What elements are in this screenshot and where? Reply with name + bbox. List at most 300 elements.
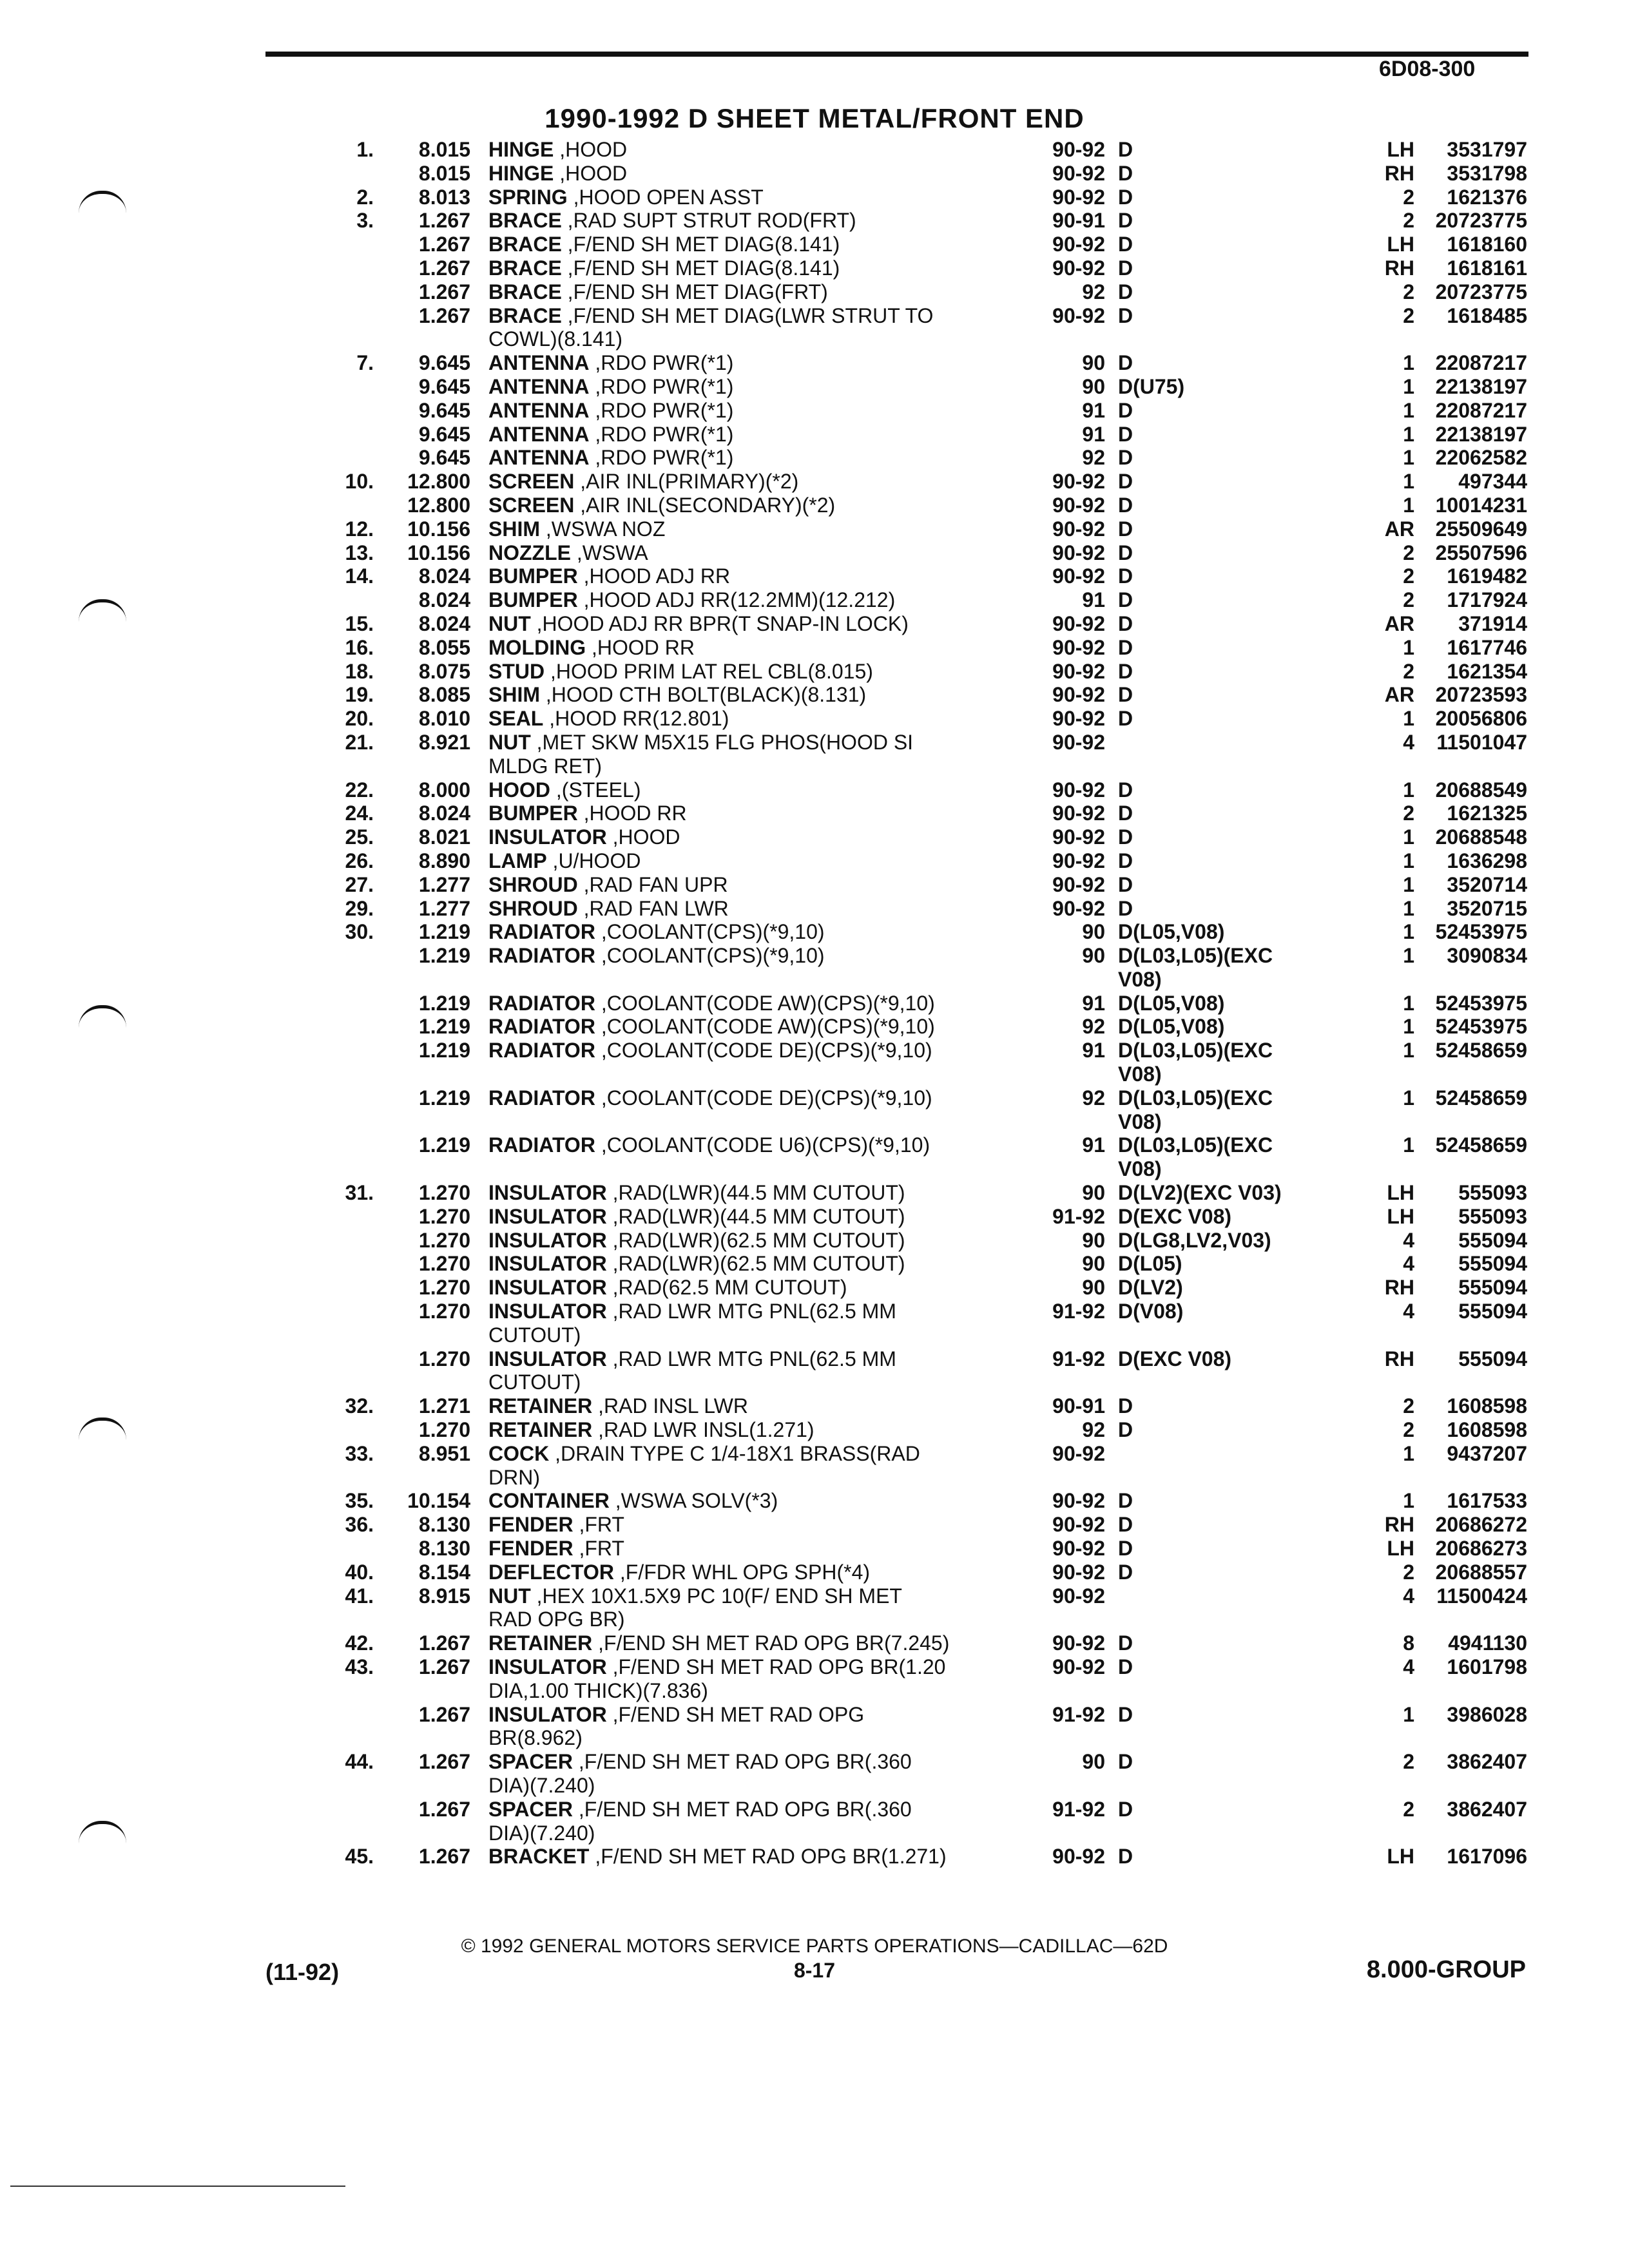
series-code: [1118, 1181, 1350, 1205]
part-detail: ,RAD LWR MTG PNL(62.5 MM CUTOUT): [488, 1300, 896, 1347]
group-number: 1.267: [418, 209, 470, 233]
part-detail: ,F/END SH MET RAD OPG BR(1.20 DIA,1.00 THICK)(7.836): [488, 1655, 946, 1702]
group-number: 8.013: [418, 185, 470, 209]
part-detail: ,F/END SH MET RAD OPG BR(7.245): [592, 1631, 950, 1655]
part-description: [488, 588, 1010, 612]
series-code: [1118, 162, 1350, 186]
group-number: 9.645: [418, 446, 470, 470]
series-code: [1118, 256, 1350, 280]
quantity: 8: [1403, 1631, 1414, 1655]
model-years: 90: [1082, 1750, 1105, 1774]
model-years: 90-92: [1052, 1584, 1105, 1608]
group-number: 9.645: [418, 351, 470, 375]
group-number: 12.800: [407, 470, 470, 494]
group-number: 1.267: [418, 256, 470, 280]
series-text: D(EXC V08): [1118, 1204, 1232, 1228]
part-detail: ,COOLANT(CPS)(*9,10): [595, 944, 825, 968]
table-row: [0, 209, 1629, 233]
series-code: [1118, 138, 1350, 162]
series-code: [1118, 707, 1350, 731]
item-number: 12.: [345, 517, 374, 541]
series-code: [1118, 517, 1350, 541]
item-number: 30.: [345, 920, 374, 944]
part-name: SCREEN: [488, 470, 575, 494]
part-description: [488, 494, 1010, 517]
quantity: 1: [1403, 778, 1414, 802]
table-row: [0, 304, 1629, 352]
table-row: [0, 233, 1629, 256]
part-detail: ,HOOD PRIM LAT REL CBL(8.015): [545, 659, 873, 683]
model-years: 91: [1082, 1133, 1105, 1157]
part-name: FENDER: [488, 1537, 574, 1561]
part-number: 1717924: [1447, 588, 1527, 612]
part-description: [488, 1252, 1010, 1276]
model-years: 90-92: [1052, 185, 1105, 209]
table-row: [0, 1845, 1629, 1869]
part-name: NUT: [488, 730, 531, 754]
part-name: INSULATOR: [488, 1228, 607, 1252]
part-description: [488, 138, 1010, 162]
part-number: 52453975: [1435, 1015, 1527, 1039]
model-years: 90-92: [1052, 138, 1105, 161]
part-name: SCREEN: [488, 493, 575, 517]
quantity: 2: [1403, 1797, 1414, 1821]
part-description: [488, 683, 1010, 707]
quantity: 1: [1403, 398, 1414, 422]
part-detail: ,COOLANT(CODE DE)(CPS)(*9,10): [595, 1086, 932, 1110]
group-number: 8.154: [418, 1560, 470, 1584]
table-row: [0, 423, 1629, 447]
series-code: [1118, 1631, 1350, 1655]
part-description: [488, 731, 1010, 778]
part-detail: ,RAD(LWR)(62.5 MM CUTOUT): [606, 1228, 905, 1252]
part-description: [488, 1631, 1010, 1655]
series-code: [1118, 304, 1350, 328]
series-text: D: [1118, 1489, 1133, 1513]
model-years: 90: [1082, 351, 1105, 375]
table-row: [0, 1513, 1629, 1537]
part-name: BRACE: [488, 233, 562, 256]
part-name: RETAINER: [488, 1418, 593, 1442]
part-name: ANTENNA: [488, 446, 590, 470]
table-row: [0, 683, 1629, 707]
quantity: 1: [1403, 635, 1414, 659]
series-code: [1118, 1300, 1350, 1323]
item-number: 36.: [345, 1513, 374, 1537]
quantity: 2: [1403, 659, 1414, 683]
part-description: [488, 470, 1010, 494]
series-text: D: [1118, 1845, 1133, 1869]
group-number: 1.267: [418, 1845, 470, 1869]
part-detail: ,RAD(62.5 MM CUTOUT): [606, 1276, 847, 1300]
part-name: SHIM: [488, 683, 540, 707]
item-number: 24.: [345, 802, 374, 825]
item-number: 27.: [345, 872, 374, 896]
part-name: SHROUD: [488, 872, 578, 896]
part-description: [488, 1133, 1010, 1157]
item-number: 19.: [345, 683, 374, 707]
series-code: [1118, 1418, 1350, 1442]
series-text: D(L05): [1118, 1252, 1182, 1276]
quantity: LH: [1387, 233, 1414, 256]
quantity: 4: [1403, 1252, 1414, 1276]
series-text: D: [1118, 541, 1133, 564]
quantity: RH: [1384, 1347, 1414, 1370]
part-name: STUD: [488, 659, 545, 683]
item-number: 15.: [345, 611, 374, 635]
part-number: 555094: [1458, 1300, 1527, 1323]
model-years: 90-92: [1052, 730, 1105, 754]
model-years: 90-92: [1052, 872, 1105, 896]
part-number: 22087217: [1435, 351, 1527, 375]
series-text: D: [1118, 872, 1133, 896]
model-years: 90: [1082, 944, 1105, 968]
part-description: [488, 233, 1010, 256]
part-detail: ,COOLANT(CODE AW)(CPS)(*9,10): [595, 991, 935, 1015]
part-description: [488, 1300, 1010, 1347]
series-text: D: [1118, 446, 1133, 470]
model-years: 90: [1082, 920, 1105, 944]
group-number: 8.000: [418, 778, 470, 802]
part-detail: ,MET SKW M5X15 FLG PHOS(HOOD SI MLDG RET): [488, 730, 914, 778]
series-code: [1118, 1347, 1350, 1371]
model-years: 90-92: [1052, 303, 1105, 327]
item-number: 10.: [345, 470, 374, 494]
part-name: INSULATOR: [488, 1252, 607, 1276]
part-description: [488, 1584, 1010, 1632]
part-detail: ,F/END SH MET RAD OPG BR(1.271): [589, 1845, 947, 1869]
group-number: 1.219: [418, 944, 470, 968]
quantity: 2: [1403, 303, 1414, 327]
part-number: 1617533: [1447, 1489, 1527, 1513]
group-number: 8.890: [418, 849, 470, 872]
quantity: 2: [1403, 185, 1414, 209]
series-code: [1118, 1133, 1350, 1181]
part-description: [488, 1086, 1010, 1110]
part-name: HOOD: [488, 778, 550, 802]
part-detail: ,WSWA: [570, 541, 647, 564]
table-row: [0, 612, 1629, 636]
group-number: 8.075: [418, 659, 470, 683]
part-description: [488, 541, 1010, 565]
model-years: 91-92: [1052, 1797, 1105, 1821]
quantity: LH: [1387, 138, 1414, 161]
series-code: [1118, 1703, 1350, 1727]
quantity: AR: [1384, 611, 1414, 635]
group-number: 12.800: [407, 493, 470, 517]
part-description: [488, 423, 1010, 447]
footer-copyright: © 1992 GENERAL MOTORS SERVICE PARTS OPERATIONS—CADILLAC—62D: [461, 1936, 1168, 1957]
part-name: HINGE: [488, 138, 554, 161]
part-detail: ,FRT: [573, 1537, 624, 1561]
series-text: D: [1118, 209, 1133, 233]
part-name: FENDER: [488, 1513, 574, 1537]
part-description: [488, 1798, 1010, 1845]
series-text: D: [1118, 1394, 1133, 1418]
item-number: 32.: [345, 1394, 374, 1418]
table-row: [0, 564, 1629, 588]
series-text: D: [1118, 802, 1133, 825]
model-years: 90-92: [1052, 683, 1105, 707]
part-name: HINGE: [488, 161, 554, 185]
quantity: 1: [1403, 493, 1414, 517]
part-number: 3986028: [1447, 1702, 1527, 1726]
table-row: [0, 588, 1629, 612]
parts-list: [0, 138, 1629, 1869]
quantity: 2: [1403, 1394, 1414, 1418]
quantity: 2: [1403, 209, 1414, 233]
item-number: 7.: [356, 351, 374, 375]
table-row: [0, 778, 1629, 802]
part-name: SPACER: [488, 1750, 573, 1774]
part-detail: ,HOOD ADJ RR(12.2MM)(12.212): [577, 588, 896, 612]
table-row: [0, 636, 1629, 660]
table-row: [0, 1442, 1629, 1490]
model-years: 91: [1082, 1039, 1105, 1062]
quantity: 1: [1403, 991, 1414, 1015]
part-detail: ,F/END SH MET DIAG(LWR STRUT TO COWL)(8.141): [488, 303, 934, 351]
part-number: 20688548: [1435, 825, 1527, 849]
part-description: [488, 1442, 1010, 1490]
part-number: 555094: [1458, 1276, 1527, 1300]
part-description: [488, 612, 1010, 636]
series-code: [1118, 1513, 1350, 1537]
part-name: RETAINER: [488, 1394, 593, 1418]
item-number: 14.: [345, 564, 374, 588]
series-text: D: [1118, 280, 1133, 303]
table-row: [0, 1347, 1629, 1395]
model-years: 90-92: [1052, 802, 1105, 825]
part-detail: ,RAD(LWR)(62.5 MM CUTOUT): [606, 1252, 905, 1276]
item-number: 45.: [345, 1845, 374, 1869]
table-row: [0, 186, 1629, 209]
part-number: 3520714: [1447, 872, 1527, 896]
table-row: [0, 1394, 1629, 1418]
table-row: [0, 1489, 1629, 1513]
part-description: [488, 1655, 1010, 1703]
part-description: [488, 1513, 1010, 1537]
part-name: BRACE: [488, 209, 562, 233]
part-description: [488, 1039, 1010, 1062]
model-years: 91-92: [1052, 1204, 1105, 1228]
part-number: 10014231: [1435, 493, 1527, 517]
table-row: [0, 541, 1629, 565]
series-code: [1118, 1584, 1350, 1608]
group-number: 1.270: [418, 1276, 470, 1300]
part-name: DEFLECTOR: [488, 1560, 614, 1584]
item-number: 3.: [356, 209, 374, 233]
series-code: [1118, 470, 1350, 494]
quantity: 1: [1403, 470, 1414, 494]
table-row: [0, 1229, 1629, 1253]
quantity: 1: [1403, 1015, 1414, 1039]
group-number: 8.915: [418, 1584, 470, 1608]
group-number: 1.219: [418, 1086, 470, 1110]
part-detail: ,RAD FAN LWR: [577, 896, 729, 920]
group-number: 1.270: [418, 1181, 470, 1205]
series-text: D: [1118, 1513, 1133, 1537]
part-number: 20723775: [1435, 209, 1527, 233]
part-number: 1617096: [1447, 1845, 1527, 1869]
part-detail: ,WSWA SOLV(*3): [609, 1489, 778, 1513]
model-years: 90-92: [1052, 233, 1105, 256]
part-description: [488, 920, 1010, 944]
part-description: [488, 280, 1010, 304]
series-text: D(L05,V08): [1118, 1015, 1225, 1039]
part-detail: ,HOOD: [554, 161, 628, 185]
series-text: D(L05,V08): [1118, 920, 1225, 944]
part-name: NOZZLE: [488, 541, 571, 564]
quantity: 4: [1403, 1655, 1414, 1678]
series-code: [1118, 636, 1350, 660]
part-name: BUMPER: [488, 564, 578, 588]
part-name: NUT: [488, 1584, 531, 1608]
model-years: 90-92: [1052, 470, 1105, 494]
model-years: 90: [1082, 1252, 1105, 1276]
group-number: 8.024: [418, 588, 470, 612]
quantity: 2: [1403, 564, 1414, 588]
group-number: 8.130: [418, 1537, 470, 1561]
series-code: [1118, 1442, 1350, 1466]
group-number: 8.015: [418, 138, 470, 161]
model-years: 90: [1082, 374, 1105, 398]
table-row: [0, 897, 1629, 921]
table-row: [0, 1537, 1629, 1561]
part-description: [488, 304, 1010, 352]
part-number: 4941130: [1448, 1631, 1527, 1655]
part-number: 1618485: [1447, 303, 1527, 327]
top-rule: [265, 52, 1528, 57]
part-detail: ,U/HOOD: [546, 849, 641, 872]
group-number: 8.010: [418, 707, 470, 731]
group-number: 1.219: [418, 1039, 470, 1062]
part-description: [488, 825, 1010, 849]
part-detail: ,F/END SH MET DIAG(FRT): [561, 280, 828, 303]
part-description: [488, 351, 1010, 375]
part-number: 1621325: [1447, 802, 1527, 825]
quantity: 4: [1403, 1584, 1414, 1608]
part-name: BRACE: [488, 303, 562, 327]
model-years: 90-92: [1052, 564, 1105, 588]
series-text: D: [1118, 1418, 1133, 1442]
series-code: [1118, 1039, 1350, 1086]
part-description: [488, 1276, 1010, 1300]
part-number: 20056806: [1435, 707, 1527, 731]
series-code: [1118, 1561, 1350, 1584]
series-text: D: [1118, 611, 1133, 635]
part-name: BRACE: [488, 280, 562, 303]
quantity: LH: [1387, 1537, 1414, 1561]
series-code: [1118, 541, 1350, 565]
table-row: [0, 138, 1629, 162]
item-number: 29.: [345, 896, 374, 920]
part-name: COCK: [488, 1441, 550, 1465]
part-name: INSULATOR: [488, 1276, 607, 1300]
part-name: ANTENNA: [488, 351, 590, 375]
item-number: 1.: [356, 138, 374, 161]
part-description: [488, 636, 1010, 660]
table-row: [0, 873, 1629, 897]
series-text: D(LV2)(EXC V03): [1118, 1181, 1282, 1205]
series-code: [1118, 1845, 1350, 1869]
part-name: INSULATOR: [488, 1655, 607, 1678]
part-detail: ,RAD SUPT STRUT ROD(FRT): [561, 209, 856, 233]
part-number: 22087217: [1435, 398, 1527, 422]
part-detail: ,HOOD CTH BOLT(BLACK)(8.131): [540, 683, 867, 707]
item-number: 22.: [345, 778, 374, 802]
series-text: D: [1118, 1750, 1133, 1774]
series-code: [1118, 920, 1350, 944]
model-years: 90-92: [1052, 517, 1105, 541]
series-code: [1118, 399, 1350, 423]
group-number: 1.219: [418, 1015, 470, 1039]
part-description: [488, 256, 1010, 280]
part-number: 20686273: [1435, 1537, 1527, 1561]
part-description: [488, 446, 1010, 470]
item-number: 25.: [345, 825, 374, 849]
part-name: MOLDING: [488, 635, 586, 659]
part-detail: ,F/END SH MET DIAG(8.141): [561, 233, 840, 256]
series-text: D: [1118, 778, 1133, 802]
series-code: [1118, 1750, 1350, 1774]
part-number: 555094: [1458, 1347, 1527, 1370]
part-detail: ,HOOD RR(12.801): [543, 707, 729, 731]
part-name: RADIATOR: [488, 944, 595, 968]
part-name: RADIATOR: [488, 1015, 595, 1039]
group-number: 10.156: [407, 541, 470, 564]
part-description: [488, 1418, 1010, 1442]
group-number: 1.270: [418, 1418, 470, 1442]
table-row: [0, 351, 1629, 375]
part-detail: ,HOOD RR: [577, 802, 687, 825]
part-detail: ,HOOD: [554, 138, 628, 161]
part-number: 52453975: [1435, 991, 1527, 1015]
table-row: [0, 1561, 1629, 1584]
part-detail: ,RDO PWR(*1): [589, 351, 734, 375]
series-text: D(L03,L05)(EXC V08): [1118, 1133, 1273, 1181]
item-number: 20.: [345, 707, 374, 731]
group-number: 1.219: [418, 991, 470, 1015]
item-number: 31.: [345, 1181, 374, 1205]
part-name: CONTAINER: [488, 1489, 610, 1513]
group-number: 1.270: [418, 1204, 470, 1228]
series-code: [1118, 446, 1350, 470]
part-number: 25507596: [1435, 541, 1527, 564]
series-code: [1118, 588, 1350, 612]
group-number: 1.219: [418, 1133, 470, 1157]
series-text: D: [1118, 849, 1133, 872]
item-number: 18.: [345, 659, 374, 683]
model-years: 90-92: [1052, 659, 1105, 683]
part-name: LAMP: [488, 849, 547, 872]
series-code: [1118, 660, 1350, 684]
series-code: [1118, 209, 1350, 233]
part-description: [488, 209, 1010, 233]
table-row: [0, 660, 1629, 684]
part-description: [488, 1750, 1010, 1798]
series-text: D(L03,L05)(EXC V08): [1118, 1086, 1273, 1133]
part-number: 1608598: [1447, 1418, 1527, 1442]
part-detail: ,F/END SH MET RAD OPG BR(.360 DIA)(7.240): [488, 1797, 912, 1845]
part-name: INSULATOR: [488, 1702, 607, 1726]
group-number: 1.277: [418, 872, 470, 896]
group-number: 1.267: [418, 1655, 470, 1678]
part-number: 3520715: [1447, 896, 1527, 920]
table-row: [0, 1252, 1629, 1276]
series-text: D: [1118, 398, 1133, 422]
model-years: 92: [1082, 280, 1105, 303]
quantity: 1: [1403, 374, 1414, 398]
